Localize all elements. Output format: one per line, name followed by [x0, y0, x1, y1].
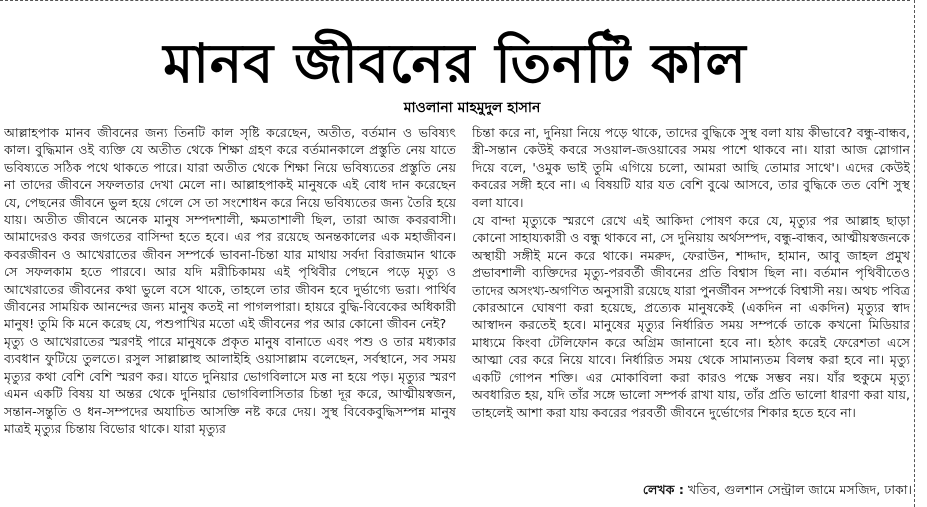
article-column-right [472, 124, 910, 469]
article-column-left [4, 124, 456, 504]
paragraph: যে বান্দা মৃত্যুকে স্মরণে রেখে এই আকিদা পোষণ করে যে, মৃত্যুর পর আল্লাহ ছাড়া কোনো সাহায্যকারী ও বন্ধু থাকবে না, সে দুনিয়ায় অর্থসম্পদ, বন্ধু-বান্ধব, আত্মীয়স্বজনকে অস্থায়ী সঙ্গীই মনে করে থাকে। নমরুদ, ফেরাউন, শাদ্দাদ, হামান, আবু জাহল প্রমুখ প্রভাবশালী ব্যক্তিদের মৃত্যু-পরবর্তী জীবনের প্রতি বিশ্বাস ছিল না। বর্তমান পৃথিবীতেও তাদের অসংখ্য-অগণিত অনুসারী রয়েছে যারা পুনর্জীবন সম্পর্কে বিশ্বাসী নয়। অথচ পবিত্র কোরআনে ঘোষণা করা হয়েছে, প্রত্যেক মানুষকেই (একদিন না একদিন) মৃত্যুর স্বাদ আস্বাদন করতেই হবে। মানুষের মৃত্যুর নির্ধারিত সময় সম্পর্কে তাকে কখনো মিডিয়ার মাধ্যমে কিংবা টেলিফোন করে অগ্রিম জানানো হবে না। হঠাৎ করেই ফেরেশতা এসে আত্মা বের করে নিয়ে যাবে। নির্ধারিত সময় থেকে সামান্যতম বিলম্ব করা হবে না। মৃত্যু একটি গোপন শক্তি। এর মোকাবিলা করা কারও পক্ষে সম্ভব নয়। যাঁর হুকুমে মৃত্যু অবধারিত হয়, যদি তাঁর সঙ্গে ভালো সম্পর্ক রাখা যায়, তাঁর প্রতি ভালো ধারণা করা যায়, তাহলেই আশা করা যায় কবরের পরবর্তী জীবনে দুর্ভোগের শিকার হতে হবে না। [472, 213, 910, 420]
article-author: মাওলানা মাহমুদুল হাসান [403, 100, 541, 116]
author-note-text: খতিব, গুলশান সেন্ট্রাল জামে মসজিদ, ঢাকা। [687, 482, 912, 497]
paragraph: মৃত্যু ও আখেরাতের স্মরণই পারে মানুষকে প্রকৃত মানুষ বানাতে এবং পশু ও তার মধ্যকার ব্যবধান ফুটিয়ে তুলতে। রসুল সাল্লাল্লাহু আলাইহি ওয়াসাল্লাম বলেছেন, সর্বস্থানে, সব সময় মৃত্যুর কথা বেশি বেশি স্মরণ কর। যাতে দুনিয়ার ভোগবিলাসে মত্ত না হয়ে পড়। মৃত্যুর স্মরণ এমন একটি বিষয় যা অন্তর থেকে দুনিয়ার ভোগবিলাসিতার চিন্তা দূর করে, আত্মীয়স্বজন, সন্তান-সন্তুতি ও ধন-সম্পদের অযাচিত আসক্তি নষ্ট করে দেয়। সুস্থ বিবেকবুদ্ধিসম্পন্ন মানুষ মাত্রই মৃত্যুর চিন্তায় বিভোর থাকে। যারা মৃত্যুর [4, 333, 456, 436]
top-dashed-border [0, 0, 910, 1]
right-dashed-border [914, 0, 915, 507]
paragraph: চিন্তা করে না, দুনিয়া নিয়ে পড়ে থাকে, তাদের বুদ্ধিকে সুস্থ বলা যায় কীভাবে? বন্ধু-বান্ধব, স্ত্রী-সন্তান কেউই কবরে সওয়াল-জওয়াবের সময় পাশে থাকবে না। যারা আজ স্লোগান দিয়ে বলে, 'ওমুক ভাই তুমি এগিয়ে চলো, আমরা আছি তোমার সাথে'। এদের কেউই কবরের সঙ্গী হবে না। এ বিষয়টি যার যত বেশি বুঝে আসবে, তার বুদ্ধিকে তত বেশি সুস্থ বলা যাবে। [472, 125, 910, 210]
paragraph: আল্লাহপাক মানব জীবনের জন্য তিনটি কাল সৃষ্টি করেছেন, অতীত, বর্তমান ও ভবিষ্যৎ কাল। বুদ্ধিমান ওই ব্যক্তি যে অতীত থেকে শিক্ষা গ্রহণ করে বর্তমানকালে প্রস্তুতি নেয় যাতে ভবিষ্যতে সঠিক পথে থাকতে পারে। যারা অতীত থেকে শিক্ষা নিয়ে ভবিষ্যতের প্রস্তুতি নেয় না তাদের জীবনে সফলতার দেখা মেলে না। আল্লাহপাকই মানুষকে এই বোধ দান করেছেন যে, পেছনের জীবনে ভুল হয়ে গেলে সে তা সংশোধন করে নিয়ে ভবিষ্যতের জন্য তৈরি হয়ে যায়। অতীত জীবনে অনেক মানুষ সম্পদশালী, ক্ষমতাশালী ছিল, তারা আজ কবরবাসী। আমাদেরও কবর জগতের বাসিন্দা হতে হবে। এর পর রয়েছে অনন্তকালের এক মহাজীবন। কবরজীবন ও আখেরাতের জীবন সম্পর্কে ভাবনা-চিন্তা যার মাথায় সর্বদা বিরাজমান থাকে সে সফলকাম হতে পারবে। আর যদি মরীচিকাময় এই পৃথিবীর পেছনে পড়ে মৃত্যু ও আখেরাতের জীবনের কথা ভুলে বসে থাকে, তাহলে তার জীবন হবে দুর্ভাগ্যে ভরা। পার্থিব জীবনের সাময়িক আনন্দের জন্য মানুষ কতই না পাগলপারা। হায়রে বুদ্ধি-বিবেকের অধিকারী মানুষ! তুমি কি মনে করেছ যে, পশুপাখির মতো এই জীবনের পর আর কোনো জীবন নেই? [4, 125, 456, 332]
article-title: মানব জীবনের তিনটি কাল [163, 31, 747, 95]
author-note-label: লেখক : [642, 482, 684, 497]
author-note [560, 480, 912, 500]
